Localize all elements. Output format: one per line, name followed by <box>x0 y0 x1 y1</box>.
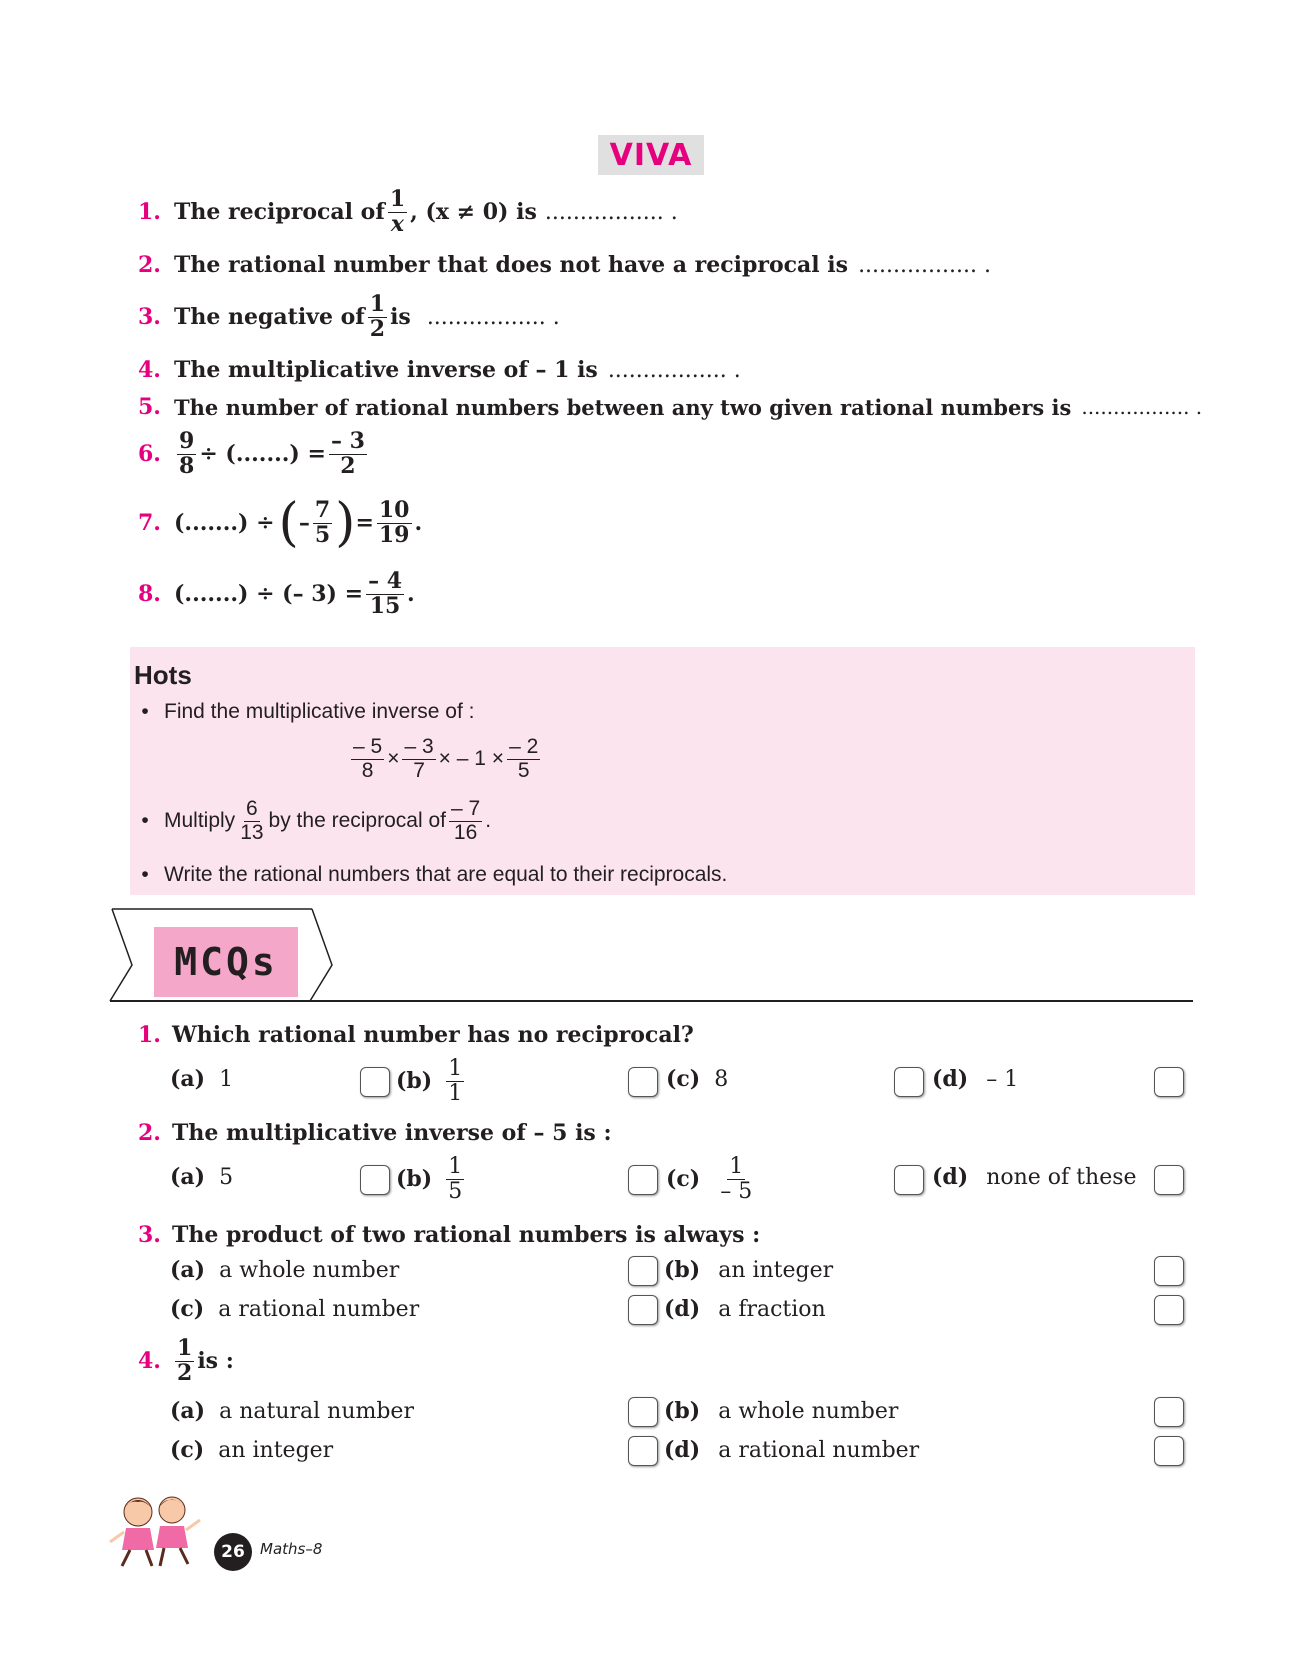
answer-blank[interactable]: ................. . <box>858 252 991 278</box>
mcq3-option-a: (a) a whole number <box>170 1257 400 1283</box>
fraction: $\frac{1}{2}$ <box>369 291 386 342</box>
mcq2-option-b: (b) $\frac{1}{5}$ <box>396 1154 463 1204</box>
mcq4-option-c-checkbox[interactable] <box>628 1436 658 1466</box>
mcq-question-3: 3. The product of two rational numbers is always : <box>138 1222 761 1248</box>
mcq4-option-a: (a) a natural number <box>170 1398 414 1424</box>
mcq1-option-d: (d) – 1 <box>932 1066 1019 1092</box>
mcq3-option-d-checkbox[interactable] <box>1154 1295 1184 1325</box>
viva-question-2: 2. The rational number that does not have a reciprocal is ................. . <box>138 252 991 278</box>
kids-mascot-icon <box>104 1490 204 1570</box>
fraction: $\frac{1}{x}$ <box>389 186 406 237</box>
mcq-question-2: 2. The multiplicative inverse of – 5 is : <box>138 1120 612 1146</box>
mcq2-option-c-checkbox[interactable] <box>894 1165 924 1195</box>
viva-question-8: 8. (.......) ÷ (– 3) = $\frac{- 4}{15}$ . <box>138 568 415 619</box>
fraction: $\frac{- 3}{7}$ <box>404 735 434 782</box>
viva-question-1: 1. The reciprocal of $\frac{1}{x}$ , (x ≠ 0) is ................. . <box>138 186 678 237</box>
mcq4-option-d: (d) a rational number <box>664 1437 920 1463</box>
mcq1-option-d-checkbox[interactable] <box>1154 1067 1184 1097</box>
mcq3-option-c: (c) a rational number <box>170 1296 420 1322</box>
hots-item-1: • Find the multiplicative inverse of : <box>132 700 474 724</box>
mcq1-option-b: (b) $\frac{1}{1}$ <box>396 1056 463 1106</box>
mcq-heading: MCQs <box>154 927 298 997</box>
mcq2-option-d: (d) none of these <box>932 1164 1137 1190</box>
fraction: $\frac{- 2}{5}$ <box>509 735 539 782</box>
hots-title: Hots <box>134 660 192 690</box>
hots-item-3: • Write the rational numbers that are equal to their reciprocals. <box>132 863 727 887</box>
mcq2-option-a: (a) 5 <box>170 1164 234 1190</box>
mcq3-option-d: (d) a fraction <box>664 1296 826 1322</box>
hots-expression: $\frac{- 5}{8}$ × $\frac{- 3}{7}$ × – 1 × $\frac{- 2}{5}$ <box>353 735 539 782</box>
fraction: $\frac{- 4}{15}$ <box>368 568 403 619</box>
answer-blank[interactable]: ................. . <box>544 199 678 225</box>
fraction: $\frac{1}{5}$ <box>448 1154 463 1204</box>
mcq4-option-d-checkbox[interactable] <box>1154 1436 1184 1466</box>
mcq3-option-b: (b) an integer <box>664 1257 834 1283</box>
mcq3-option-a-checkbox[interactable] <box>628 1256 658 1286</box>
page-number: 26 <box>214 1533 252 1571</box>
mcq1-option-c-checkbox[interactable] <box>894 1067 924 1097</box>
fraction: $\frac{1}{2}$ <box>177 1335 193 1386</box>
fraction: $\frac{9}{8}$ <box>179 428 195 479</box>
mcq2-option-a-checkbox[interactable] <box>360 1165 390 1195</box>
mcq1-option-a-checkbox[interactable] <box>360 1067 390 1097</box>
fraction: $\frac{7}{5}$ <box>314 497 331 548</box>
fraction: $\frac{1}{- 5}$ <box>720 1154 753 1204</box>
bullet: • <box>141 809 149 832</box>
bullet: • <box>141 700 149 723</box>
answer-blank[interactable]: ................. . <box>1081 395 1203 419</box>
mcq-question-1: 1. Which rational number has no reciprocal? <box>138 1022 694 1048</box>
hots-section <box>130 647 1195 895</box>
fraction: $\frac{- 7}{16}$ <box>450 797 481 844</box>
viva-question-4: 4. The multiplicative inverse of – 1 is ................. . <box>138 357 741 383</box>
viva-question-7: 7. (.......) ÷ ( – $\frac{7}{5}$ ) = $\frac{10}{19}$ . <box>138 493 423 553</box>
fraction: $\frac{10}{19}$ <box>378 497 410 548</box>
mcq1-option-c: (c) 8 <box>666 1066 729 1092</box>
mcq2-option-d-checkbox[interactable] <box>1154 1165 1184 1195</box>
hots-item-2: • Multiply $\frac{6}{13}$ by the reciprocal of $\frac{- 7}{16}$ . <box>132 790 491 852</box>
answer-blank[interactable]: ................. . <box>426 304 560 330</box>
mcq-question-4: 4. $\frac{1}{2}$ is : <box>138 1335 234 1386</box>
fraction: $\frac{- 5}{8}$ <box>353 735 383 782</box>
book-label: Maths–8 <box>260 1540 323 1558</box>
mcq4-option-b-checkbox[interactable] <box>1154 1397 1184 1427</box>
mcq4-option-c: (c) an integer <box>170 1437 334 1463</box>
fraction: $\frac{6}{13}$ <box>240 797 264 844</box>
viva-heading: VIVA <box>598 135 704 175</box>
mcq1-option-a: (a) 1 <box>170 1066 234 1092</box>
viva-question-5: 5. The number of rational numbers between any two given rational numbers is ................. . <box>138 394 1203 420</box>
fraction: $\frac{- 3}{2}$ <box>330 428 365 479</box>
mcq2-option-c: (c) $\frac{1}{- 5}$ <box>666 1154 753 1204</box>
mcq1-option-b-checkbox[interactable] <box>628 1067 658 1097</box>
viva-question-3: 3. The negative of $\frac{1}{2}$ is ................. . <box>138 291 560 342</box>
mcq3-option-c-checkbox[interactable] <box>628 1295 658 1325</box>
answer-blank[interactable]: ................. . <box>607 357 741 383</box>
mcq4-option-a-checkbox[interactable] <box>628 1397 658 1427</box>
bullet: • <box>141 863 149 886</box>
viva-question-6: 6. $\frac{9}{8}$ ÷ (.......) = $\frac{- 3}{2}$ <box>138 428 365 479</box>
mcq4-option-b: (b) a whole number <box>664 1398 899 1424</box>
fraction: $\frac{1}{1}$ <box>448 1056 463 1106</box>
mcq2-option-b-checkbox[interactable] <box>628 1165 658 1195</box>
mcq3-option-b-checkbox[interactable] <box>1154 1256 1184 1286</box>
